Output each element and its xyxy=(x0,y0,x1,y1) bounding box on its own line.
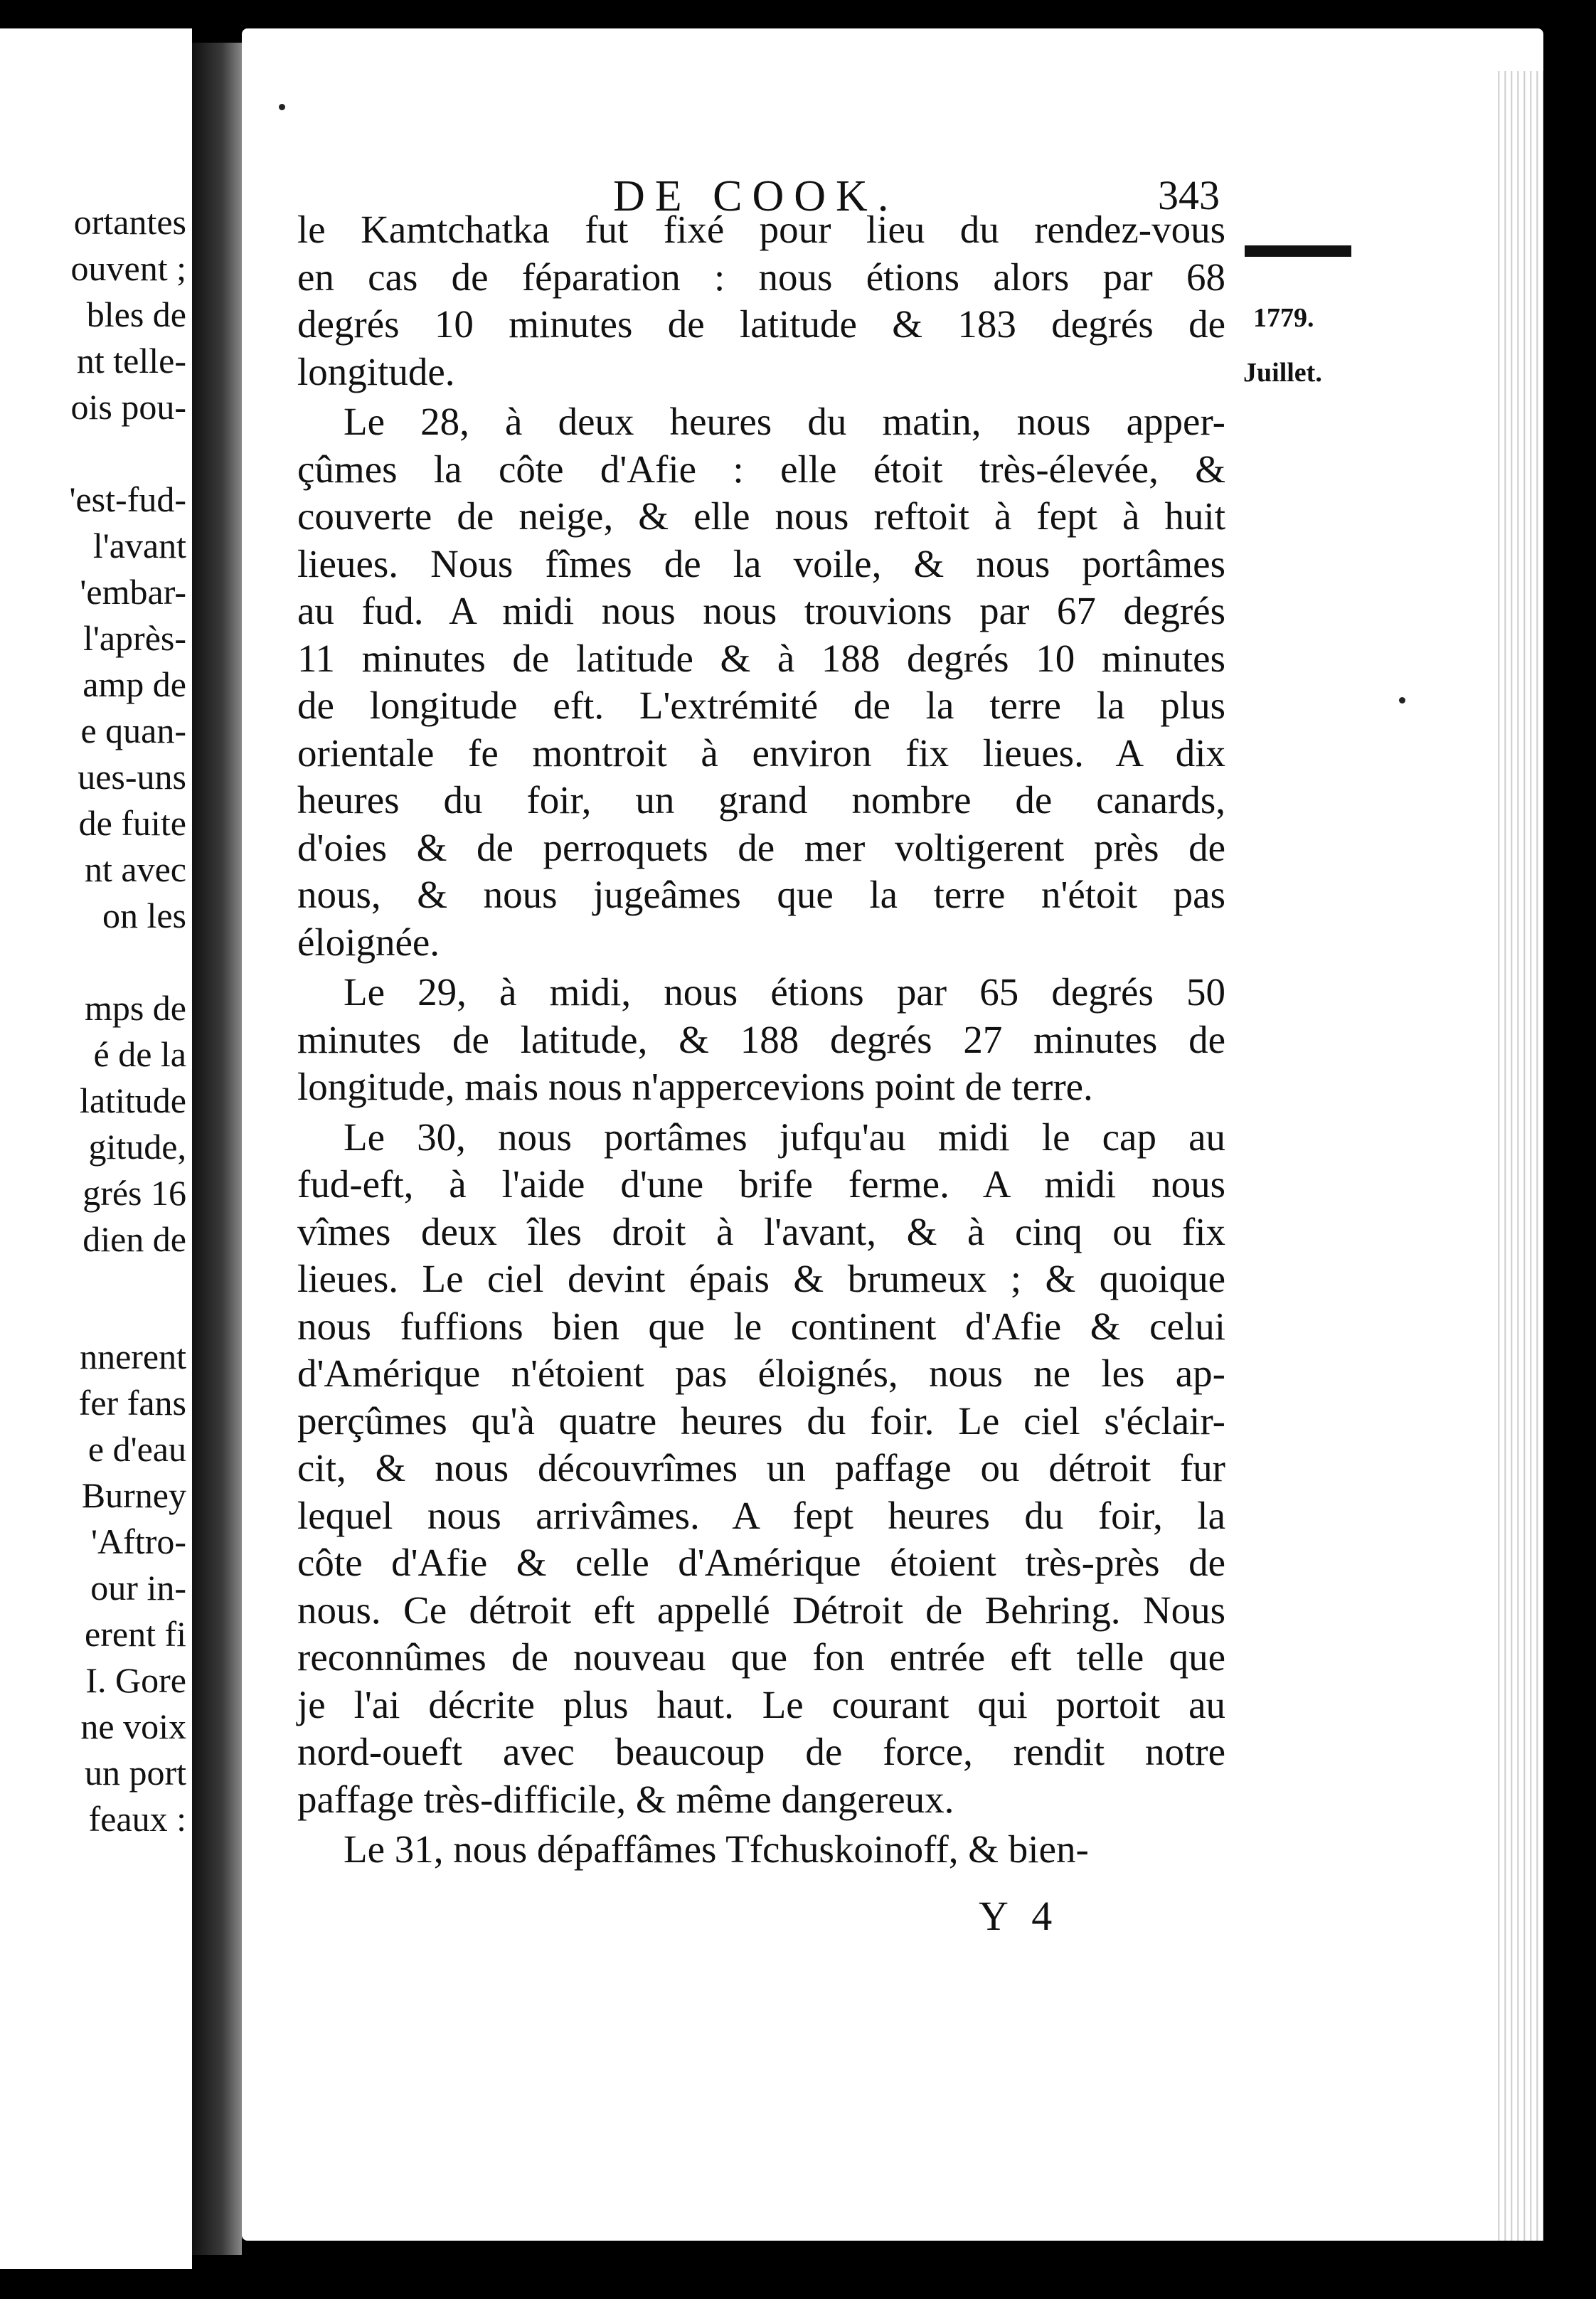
text-line: longitude, mais nous n'appercevions point de terre. xyxy=(297,1065,1093,1108)
margin-year: 1779. xyxy=(1253,303,1314,333)
facing-page-line: nt telle- xyxy=(76,341,186,381)
text-line: de longitude eft. L'extrémité de la terre la plus xyxy=(297,684,1225,727)
text-line: je l'ai décrite plus haut. Le courant qui portoit au xyxy=(297,1682,1225,1726)
text-line: orientale fe montroit à environ fix lieues. A dix xyxy=(297,731,1225,775)
facing-page-line: feaux : xyxy=(88,1799,186,1839)
text-line: Le 30, nous portâmes jufqu'au midi le cap au xyxy=(344,1115,1225,1159)
text-line: vîmes deux îles droit à l'avant, & à cinq ou fix xyxy=(297,1209,1225,1253)
text-line: perçûmes qu'à quatre heures du foir. Le ciel s'éclair- xyxy=(297,1398,1225,1443)
facing-page-line: é de la xyxy=(93,1034,186,1074)
text-line: cit, & nous découvrîmes un paffage ou détroit fur xyxy=(297,1446,1225,1490)
facing-page-line: e d'eau xyxy=(87,1429,186,1469)
facing-page-fragment xyxy=(0,28,192,2269)
facing-page-line: dien de xyxy=(83,1219,186,1259)
text-line: nord-oueft avec beaucoup de force, rendit notre xyxy=(297,1730,1225,1773)
text-line: degrés 10 minutes de latitude & 183 degrés de xyxy=(297,302,1225,346)
page-number: 343 xyxy=(1158,172,1220,218)
facing-page-line: un port xyxy=(84,1753,186,1793)
facing-page-line: l'après- xyxy=(83,618,186,658)
text-line: minutes de latitude, & 188 degrés 27 minutes de xyxy=(297,1017,1225,1061)
facing-page-line: fer fans xyxy=(78,1383,186,1423)
paragraph xyxy=(297,1826,1225,1874)
paragraph xyxy=(297,398,1225,966)
text-line: 11 minutes de latitude & à 188 degrés 10 minutes xyxy=(297,636,1225,680)
facing-page-line: amp de xyxy=(83,664,186,704)
text-line: lieues. Nous fîmes de la voile, & nous portâmes xyxy=(297,541,1225,585)
facing-page-line: grés 16 xyxy=(83,1173,186,1213)
facing-page-line: I. Gore xyxy=(85,1660,186,1700)
text-line: éloignée. xyxy=(297,920,440,964)
text-line: au fud. A midi nous nous trouvions par 67 degrés xyxy=(297,589,1225,632)
text-line: couverte de neige, & elle nous reftoit à fept à huit xyxy=(297,494,1225,538)
print-speck xyxy=(279,104,285,110)
facing-page-line: ortantes xyxy=(73,202,186,242)
margin-month: Juillet. xyxy=(1243,358,1322,388)
text-line: en cas de féparation : nous étions alors par 68 xyxy=(297,255,1225,299)
facing-page-line: nt avec xyxy=(85,849,186,889)
text-line: d'oies & de perroquets de mer voltigerent près de xyxy=(297,825,1225,869)
facing-page-line: latitude xyxy=(80,1081,186,1120)
facing-page-line: 'Aftro- xyxy=(91,1522,186,1561)
facing-page-line: bles de xyxy=(86,294,186,334)
running-head: DE COOK. xyxy=(613,172,899,221)
text-line: lequel nous arrivâmes. A fept heures du foir, la xyxy=(297,1493,1225,1537)
text-line: nous. Ce détroit eft appellé Détroit de Behring. Nous xyxy=(297,1588,1225,1632)
text-line: paffage très-difficile, & même dangereux. xyxy=(297,1777,954,1821)
facing-page-line: on les xyxy=(102,896,186,935)
text-line: Le 29, à midi, nous étions par 65 degrés 50 xyxy=(344,970,1225,1014)
text-line: longitude. xyxy=(297,349,455,393)
text-line: reconnûmes de nouveau que fon entrée eft telle que xyxy=(297,1635,1225,1679)
facing-page-line: mps de xyxy=(84,988,186,1028)
facing-page-line: ne voix xyxy=(80,1706,186,1746)
facing-page-line: gitude, xyxy=(88,1127,186,1167)
facing-page-line: de fuite xyxy=(78,803,186,843)
text-line: lieues. Le ciel devint épais & brumeux ; & quoique xyxy=(297,1257,1225,1300)
text-line: nous, & nous jugeâmes que la terre n'étoit pas xyxy=(297,873,1225,916)
facing-page-line: 'est-fud- xyxy=(69,479,186,519)
facing-page-line: 'embar- xyxy=(80,572,186,612)
text-line: Le 31, nous dépaffâmes Tfchuskoinoff, & bien- xyxy=(344,1827,1089,1871)
margin-rule xyxy=(1245,245,1351,257)
book-gutter xyxy=(192,43,242,2255)
facing-page-line: ues-uns xyxy=(78,757,186,797)
paragraph xyxy=(297,206,1225,395)
facing-page-line: ois pou- xyxy=(70,387,186,427)
facing-page-line: ouvent ; xyxy=(70,248,186,288)
text-line: côte d'Afie & celle d'Amérique étoient très-près de xyxy=(297,1541,1225,1584)
text-line: d'Amérique n'étoient pas éloignés, nous ne les ap- xyxy=(297,1352,1225,1395)
text-line: Le 28, à deux heures du matin, nous apper- xyxy=(344,400,1225,443)
paragraph xyxy=(297,1114,1225,1824)
text-line: nous fuffions bien que le continent d'Afie & celui xyxy=(297,1304,1225,1348)
facing-page-line: e quan- xyxy=(80,711,186,750)
text-line: çûmes la côte d'Afie : elle étoit très-élevée, & xyxy=(297,447,1225,491)
facing-page-line: our in- xyxy=(90,1568,186,1608)
facing-page-line: erent fi xyxy=(85,1614,186,1654)
facing-page-line: Burney xyxy=(81,1475,186,1515)
paragraph xyxy=(297,969,1225,1111)
text-line: heures du foir, un grand nombre de canards, xyxy=(297,778,1225,822)
body-text xyxy=(297,206,1225,1874)
signature-mark: Y 4 xyxy=(979,1893,1060,1939)
facing-page-line: l'avant xyxy=(92,526,186,566)
text-line: le Kamtchatka fut fixé pour lieu du rendez-vous xyxy=(297,208,1225,251)
facing-page-line: nnerent xyxy=(80,1337,186,1376)
page-edges xyxy=(1494,71,1543,2241)
text-line: fud-eft, à l'aide d'une brife ferme. A midi nous xyxy=(297,1162,1225,1206)
print-speck xyxy=(1399,697,1405,703)
